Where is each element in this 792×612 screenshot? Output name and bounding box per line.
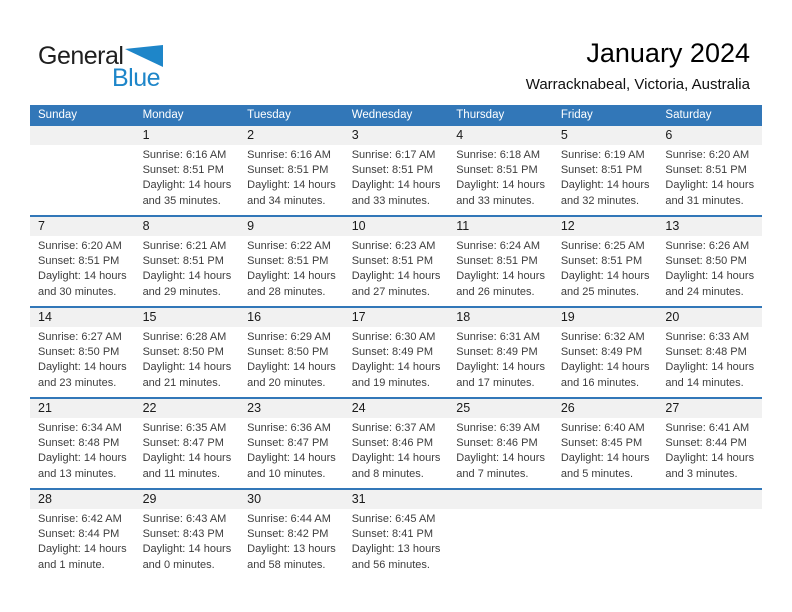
sunset-line: Sunset: 8:48 PM xyxy=(38,437,120,450)
week-row xyxy=(30,126,762,215)
sunset-line: Sunset: 8:50 PM xyxy=(38,346,120,359)
sunset-line: Sunset: 8:49 PM xyxy=(560,346,643,359)
location-subtitle: Warracknabeal, Victoria, Australia xyxy=(525,76,750,93)
day-number: 23 xyxy=(239,399,344,418)
day-number: 12 xyxy=(553,217,658,236)
day-details xyxy=(239,236,344,300)
daylight-line-2: and 14 minutes. xyxy=(665,376,744,389)
day-details xyxy=(448,509,553,512)
daylight-line-2: and 19 minutes. xyxy=(351,376,430,389)
daylight-line-1: Daylight: 14 hours xyxy=(560,179,650,192)
daylight-line-1: Daylight: 13 hours xyxy=(247,543,336,556)
sunset-line: Sunset: 8:49 PM xyxy=(351,346,434,359)
day-cell xyxy=(553,126,658,215)
day-details xyxy=(553,236,658,300)
day-details xyxy=(553,327,658,391)
sunset-line: Sunset: 8:51 PM xyxy=(560,255,643,268)
daylight-line-1: Daylight: 14 hours xyxy=(247,179,336,192)
sunset-line: Sunset: 8:45 PM xyxy=(560,437,643,450)
daylight-line-2: and 58 minutes. xyxy=(247,558,326,571)
day-cell xyxy=(657,126,762,215)
day-cell xyxy=(30,399,135,488)
daylight-line-2: and 7 minutes. xyxy=(456,467,529,480)
day-cell xyxy=(344,490,449,579)
day-details xyxy=(553,418,658,482)
day-cell xyxy=(135,399,240,488)
day-details xyxy=(657,509,762,512)
day-details xyxy=(344,327,449,391)
day-details xyxy=(135,145,240,209)
day-cell xyxy=(553,308,658,397)
day-details xyxy=(135,236,240,300)
sunset-line: Sunset: 8:51 PM xyxy=(247,255,329,268)
daylight-line-2: and 34 minutes. xyxy=(247,194,326,207)
daylight-line-2: and 29 minutes. xyxy=(142,285,221,298)
daylight-line-2: and 23 minutes. xyxy=(38,376,117,389)
day-cell xyxy=(239,308,344,397)
day-number xyxy=(448,490,553,509)
day-details xyxy=(30,509,135,573)
sunrise-line: Sunrise: 6:24 AM xyxy=(456,240,541,252)
sunrise-line: Sunrise: 6:22 AM xyxy=(247,240,331,252)
sunrise-line: Sunrise: 6:35 AM xyxy=(142,422,227,434)
daylight-line-1: Daylight: 14 hours xyxy=(247,361,336,374)
sunset-line: Sunset: 8:44 PM xyxy=(665,437,747,450)
daylight-line-1: Daylight: 14 hours xyxy=(560,270,650,283)
day-number: 30 xyxy=(239,490,344,509)
sunrise-line: Sunrise: 6:27 AM xyxy=(38,331,122,343)
day-cell xyxy=(135,490,240,579)
daylight-line-2: and 13 minutes. xyxy=(38,467,117,480)
daylight-line-1: Daylight: 14 hours xyxy=(456,270,545,283)
daylight-line-2: and 27 minutes. xyxy=(351,285,430,298)
daylight-line-1: Daylight: 14 hours xyxy=(456,179,545,192)
calendar-weeks xyxy=(30,126,762,579)
daylight-line-1: Daylight: 14 hours xyxy=(665,179,755,192)
day-details xyxy=(344,145,449,209)
day-details xyxy=(239,327,344,391)
day-number: 14 xyxy=(30,308,135,327)
general-blue-logo xyxy=(38,42,163,93)
weekday-tuesday: Tuesday xyxy=(247,109,291,121)
day-number: 17 xyxy=(344,308,449,327)
sunset-line: Sunset: 8:51 PM xyxy=(351,255,434,268)
daylight-line-1: Daylight: 14 hours xyxy=(351,179,441,192)
sunrise-line: Sunrise: 6:41 AM xyxy=(665,422,750,434)
sunrise-line: Sunrise: 6:37 AM xyxy=(351,422,436,434)
day-number: 15 xyxy=(135,308,240,327)
sunset-line: Sunset: 8:48 PM xyxy=(665,346,747,359)
day-number xyxy=(30,126,135,145)
day-number: 24 xyxy=(344,399,449,418)
title-block xyxy=(526,38,750,93)
day-details xyxy=(30,418,135,482)
sunrise-line: Sunrise: 6:45 AM xyxy=(351,513,436,525)
sunrise-line: Sunrise: 6:21 AM xyxy=(142,240,227,252)
day-cell xyxy=(135,126,240,215)
day-details xyxy=(135,327,240,391)
sunrise-line: Sunrise: 6:16 AM xyxy=(247,149,331,161)
day-number: 6 xyxy=(657,126,762,145)
day-cell xyxy=(448,126,553,215)
sunrise-line: Sunrise: 6:33 AM xyxy=(665,331,750,343)
day-details xyxy=(239,509,344,573)
daylight-line-1: Daylight: 14 hours xyxy=(247,270,336,283)
weekday-header-row xyxy=(30,105,762,126)
day-number: 31 xyxy=(344,490,449,509)
day-details xyxy=(657,418,762,482)
sunset-line: Sunset: 8:41 PM xyxy=(351,528,434,541)
day-cell xyxy=(448,490,553,579)
sunrise-line: Sunrise: 6:18 AM xyxy=(456,149,541,161)
day-details xyxy=(553,509,658,512)
daylight-line-2: and 25 minutes. xyxy=(560,285,640,298)
day-number: 9 xyxy=(239,217,344,236)
day-details xyxy=(448,418,553,482)
day-number: 10 xyxy=(344,217,449,236)
daylight-line-1: Daylight: 14 hours xyxy=(665,361,755,374)
daylight-line-1: Daylight: 14 hours xyxy=(38,543,127,556)
day-number: 25 xyxy=(448,399,553,418)
daylight-line-1: Daylight: 14 hours xyxy=(142,543,232,556)
weekday-monday: Monday xyxy=(142,109,184,121)
weekday-wednesday: Wednesday xyxy=(351,109,413,121)
day-details xyxy=(135,418,240,482)
sunset-line: Sunset: 8:50 PM xyxy=(247,346,329,359)
day-cell xyxy=(239,399,344,488)
sunset-line: Sunset: 8:44 PM xyxy=(38,528,120,541)
daylight-line-2: and 32 minutes. xyxy=(560,194,640,207)
day-details xyxy=(657,236,762,300)
daylight-line-1: Daylight: 14 hours xyxy=(351,452,441,465)
sunset-line: Sunset: 8:51 PM xyxy=(38,255,120,268)
sunrise-line: Sunrise: 6:20 AM xyxy=(665,149,750,161)
day-number: 16 xyxy=(239,308,344,327)
sunset-line: Sunset: 8:46 PM xyxy=(351,437,434,450)
sunrise-line: Sunrise: 6:17 AM xyxy=(351,149,436,161)
daylight-line-1: Daylight: 14 hours xyxy=(38,270,127,283)
week-row xyxy=(30,215,762,306)
day-details xyxy=(135,509,240,573)
daylight-line-1: Daylight: 14 hours xyxy=(142,361,232,374)
daylight-line-2: and 0 minutes. xyxy=(142,558,215,571)
day-cell xyxy=(657,308,762,397)
daylight-line-2: and 24 minutes. xyxy=(665,285,744,298)
day-details xyxy=(448,236,553,300)
sunset-line: Sunset: 8:50 PM xyxy=(665,255,747,268)
sunset-line: Sunset: 8:51 PM xyxy=(142,255,224,268)
daylight-line-2: and 3 minutes. xyxy=(665,467,738,480)
day-number: 3 xyxy=(344,126,449,145)
sunrise-line: Sunrise: 6:32 AM xyxy=(560,331,645,343)
day-cell xyxy=(344,399,449,488)
sunrise-line: Sunrise: 6:20 AM xyxy=(38,240,122,252)
sunset-line: Sunset: 8:47 PM xyxy=(247,437,329,450)
day-number: 27 xyxy=(657,399,762,418)
day-details xyxy=(657,145,762,209)
daylight-line-2: and 17 minutes. xyxy=(456,376,535,389)
sunset-line: Sunset: 8:51 PM xyxy=(247,164,329,177)
day-cell xyxy=(30,217,135,306)
day-cell xyxy=(239,126,344,215)
sunrise-line: Sunrise: 6:16 AM xyxy=(142,149,227,161)
sunset-line: Sunset: 8:51 PM xyxy=(665,164,747,177)
day-number xyxy=(553,490,658,509)
day-cell xyxy=(344,126,449,215)
day-cell xyxy=(344,308,449,397)
day-cell xyxy=(553,217,658,306)
day-number: 28 xyxy=(30,490,135,509)
daylight-line-1: Daylight: 14 hours xyxy=(351,361,441,374)
day-cell xyxy=(344,217,449,306)
sunrise-line: Sunrise: 6:43 AM xyxy=(142,513,227,525)
daylight-line-1: Daylight: 14 hours xyxy=(560,361,650,374)
sunrise-line: Sunrise: 6:42 AM xyxy=(38,513,122,525)
day-cell xyxy=(553,490,658,579)
daylight-line-2: and 33 minutes. xyxy=(351,194,430,207)
day-number: 5 xyxy=(553,126,658,145)
day-cell xyxy=(448,217,553,306)
daylight-line-2: and 35 minutes. xyxy=(142,194,221,207)
day-number: 21 xyxy=(30,399,135,418)
day-details xyxy=(448,327,553,391)
daylight-line-1: Daylight: 14 hours xyxy=(456,361,545,374)
day-number: 8 xyxy=(135,217,240,236)
daylight-line-2: and 8 minutes. xyxy=(351,467,424,480)
daylight-line-2: and 30 minutes. xyxy=(38,285,117,298)
daylight-line-1: Daylight: 14 hours xyxy=(247,452,336,465)
sunrise-line: Sunrise: 6:36 AM xyxy=(247,422,331,434)
sunset-line: Sunset: 8:51 PM xyxy=(456,164,538,177)
day-number: 19 xyxy=(553,308,658,327)
day-number: 2 xyxy=(239,126,344,145)
sunrise-line: Sunrise: 6:23 AM xyxy=(351,240,436,252)
daylight-line-2: and 11 minutes. xyxy=(142,467,221,480)
weekday-sunday: Sunday xyxy=(38,109,78,121)
sunset-line: Sunset: 8:51 PM xyxy=(142,164,224,177)
day-number xyxy=(657,490,762,509)
daylight-line-2: and 31 minutes. xyxy=(665,194,744,207)
day-number: 13 xyxy=(657,217,762,236)
daylight-line-1: Daylight: 13 hours xyxy=(351,543,441,556)
day-details xyxy=(30,327,135,391)
daylight-line-1: Daylight: 14 hours xyxy=(38,452,127,465)
day-cell xyxy=(30,490,135,579)
day-cell xyxy=(30,126,135,215)
daylight-line-1: Daylight: 14 hours xyxy=(351,270,441,283)
month-title: January 2024 xyxy=(586,38,750,68)
sunrise-line: Sunrise: 6:34 AM xyxy=(38,422,122,434)
daylight-line-2: and 26 minutes. xyxy=(456,285,535,298)
day-details xyxy=(553,145,658,209)
week-row xyxy=(30,306,762,397)
daylight-line-1: Daylight: 14 hours xyxy=(38,361,127,374)
sunrise-line: Sunrise: 6:26 AM xyxy=(665,240,750,252)
day-cell xyxy=(448,308,553,397)
day-number: 29 xyxy=(135,490,240,509)
calendar-table xyxy=(30,105,762,579)
day-number: 22 xyxy=(135,399,240,418)
weekday-friday: Friday xyxy=(560,109,593,121)
daylight-line-2: and 5 minutes. xyxy=(560,467,633,480)
logo-blue-text: Blue xyxy=(112,64,161,92)
sunrise-line: Sunrise: 6:39 AM xyxy=(456,422,541,434)
day-cell xyxy=(448,399,553,488)
day-number: 26 xyxy=(553,399,658,418)
day-cell xyxy=(135,308,240,397)
day-details xyxy=(344,418,449,482)
day-number: 1 xyxy=(135,126,240,145)
sunset-line: Sunset: 8:47 PM xyxy=(142,437,224,450)
daylight-line-2: and 1 minute. xyxy=(38,558,105,571)
day-details xyxy=(239,418,344,482)
day-number: 4 xyxy=(448,126,553,145)
day-cell xyxy=(135,217,240,306)
sunset-line: Sunset: 8:42 PM xyxy=(247,528,329,541)
weekday-thursday: Thursday xyxy=(456,109,505,121)
daylight-line-2: and 21 minutes. xyxy=(142,376,221,389)
sunrise-line: Sunrise: 6:19 AM xyxy=(560,149,645,161)
sunrise-line: Sunrise: 6:31 AM xyxy=(456,331,541,343)
day-details xyxy=(344,509,449,573)
daylight-line-2: and 10 minutes. xyxy=(247,467,326,480)
weekday-saturday: Saturday xyxy=(665,109,712,121)
day-cell xyxy=(553,399,658,488)
sunrise-line: Sunrise: 6:30 AM xyxy=(351,331,436,343)
day-details xyxy=(30,236,135,300)
sunrise-line: Sunrise: 6:25 AM xyxy=(560,240,645,252)
day-cell xyxy=(239,490,344,579)
sunset-line: Sunset: 8:51 PM xyxy=(560,164,643,177)
daylight-line-1: Daylight: 14 hours xyxy=(665,452,755,465)
daylight-line-2: and 20 minutes. xyxy=(247,376,326,389)
week-row xyxy=(30,397,762,488)
sunset-line: Sunset: 8:46 PM xyxy=(456,437,538,450)
daylight-line-2: and 16 minutes. xyxy=(560,376,640,389)
daylight-line-1: Daylight: 14 hours xyxy=(560,452,650,465)
sunrise-line: Sunrise: 6:28 AM xyxy=(142,331,227,343)
daylight-line-2: and 28 minutes. xyxy=(247,285,326,298)
week-row xyxy=(30,488,762,579)
sunrise-line: Sunrise: 6:40 AM xyxy=(560,422,645,434)
day-cell xyxy=(657,217,762,306)
day-number: 11 xyxy=(448,217,553,236)
logo-general-text: General xyxy=(38,42,124,70)
day-cell xyxy=(657,399,762,488)
daylight-line-1: Daylight: 14 hours xyxy=(665,270,755,283)
sunset-line: Sunset: 8:50 PM xyxy=(142,346,224,359)
daylight-line-1: Daylight: 14 hours xyxy=(142,452,232,465)
day-number: 20 xyxy=(657,308,762,327)
daylight-line-1: Daylight: 14 hours xyxy=(142,270,232,283)
sunset-line: Sunset: 8:51 PM xyxy=(456,255,538,268)
day-details xyxy=(657,327,762,391)
day-cell xyxy=(239,217,344,306)
sunrise-line: Sunrise: 6:44 AM xyxy=(247,513,331,525)
sunset-line: Sunset: 8:49 PM xyxy=(456,346,538,359)
day-details xyxy=(344,236,449,300)
day-cell xyxy=(657,490,762,579)
daylight-line-2: and 33 minutes. xyxy=(456,194,535,207)
day-details xyxy=(448,145,553,209)
sunset-line: Sunset: 8:51 PM xyxy=(351,164,434,177)
sunset-line: Sunset: 8:43 PM xyxy=(142,528,224,541)
daylight-line-1: Daylight: 14 hours xyxy=(456,452,545,465)
day-cell xyxy=(30,308,135,397)
sunrise-line: Sunrise: 6:29 AM xyxy=(247,331,331,343)
day-number: 18 xyxy=(448,308,553,327)
day-number: 7 xyxy=(30,217,135,236)
day-details xyxy=(239,145,344,209)
daylight-line-2: and 56 minutes. xyxy=(351,558,430,571)
day-details xyxy=(30,145,135,148)
daylight-line-1: Daylight: 14 hours xyxy=(142,179,232,192)
